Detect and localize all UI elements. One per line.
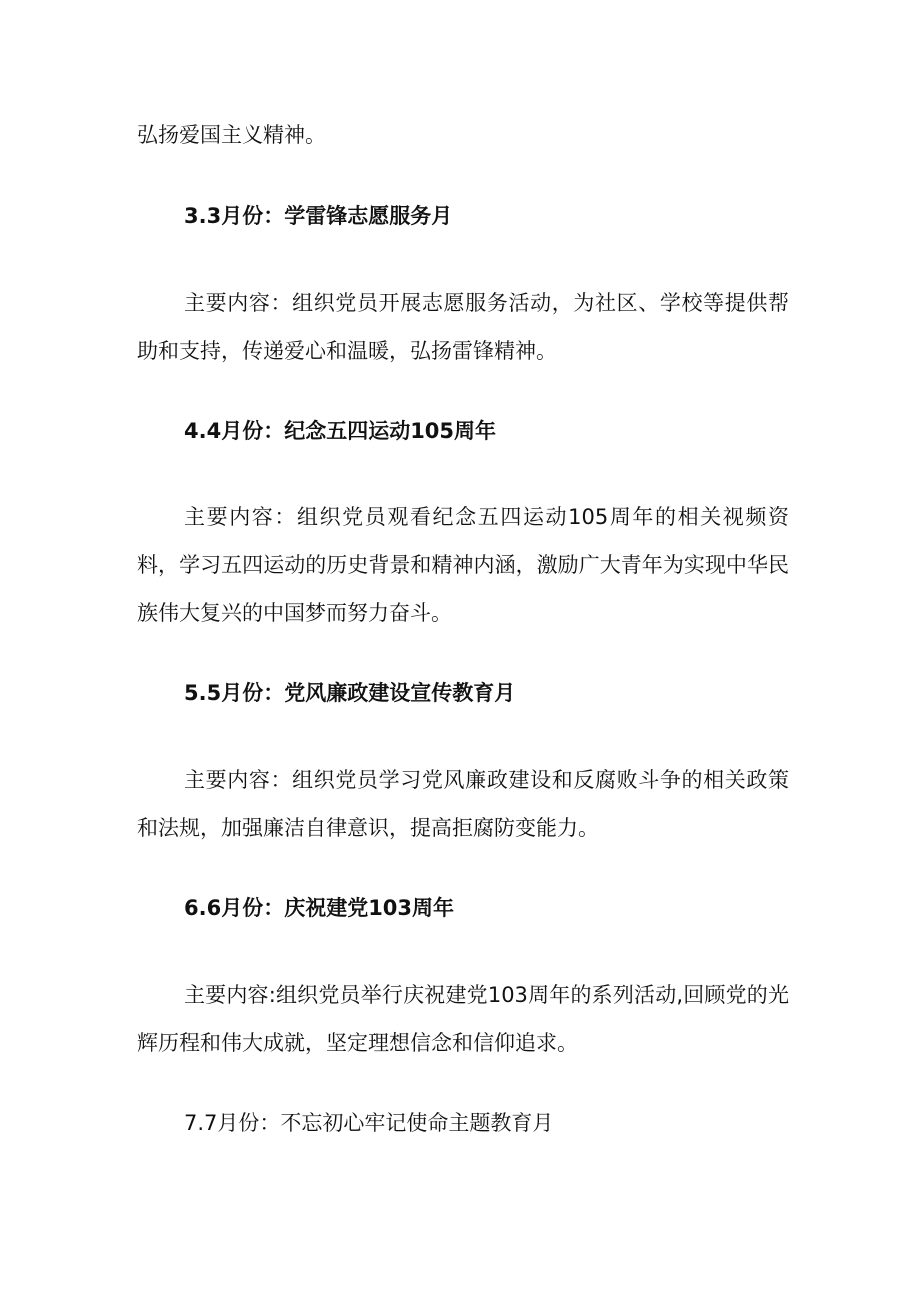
section-heading-7: 7.7月份：不忘初心牢记使命主题教育月 (184, 1111, 554, 1135)
section-heading-4: 4.4月份：纪念五四运动105周年 (184, 419, 497, 443)
section-content-5: 主要内容：组织党员学习党风廉政建设和反腐败斗争的相关政策和法规，加强廉洁自律意识，提高拒腐防变能力。 (137, 768, 789, 840)
section-heading-5: 5.5月份：党风廉政建设宣传教育月 (184, 681, 516, 705)
section-heading-6: 6.6月份：庆祝建党103周年 (184, 896, 455, 920)
section-heading-3: 3.3月份：学雷锋志愿服务月 (184, 204, 453, 228)
section-content-3: 主要内容：组织党员开展志愿服务活动，为社区、学校等提供帮助和支持，传递爱心和温暖，弘扬雷锋精神。 (137, 291, 789, 363)
section-content-6: 主要内容:组织党员举行庆祝建党103周年的系列活动,回顾党的光辉历程和伟大成就，坚定理想信念和信仰追求。 (137, 983, 789, 1055)
section-content-4: 主要内容：组织党员观看纪念五四运动105周年的相关视频资料，学习五四运动的历史背景和精神内涵，激励广大青年为实现中华民族伟大复兴的中国梦而努力奋斗。 (137, 505, 789, 625)
intro-fragment: 弘扬爱国主义精神。 (137, 123, 326, 147)
